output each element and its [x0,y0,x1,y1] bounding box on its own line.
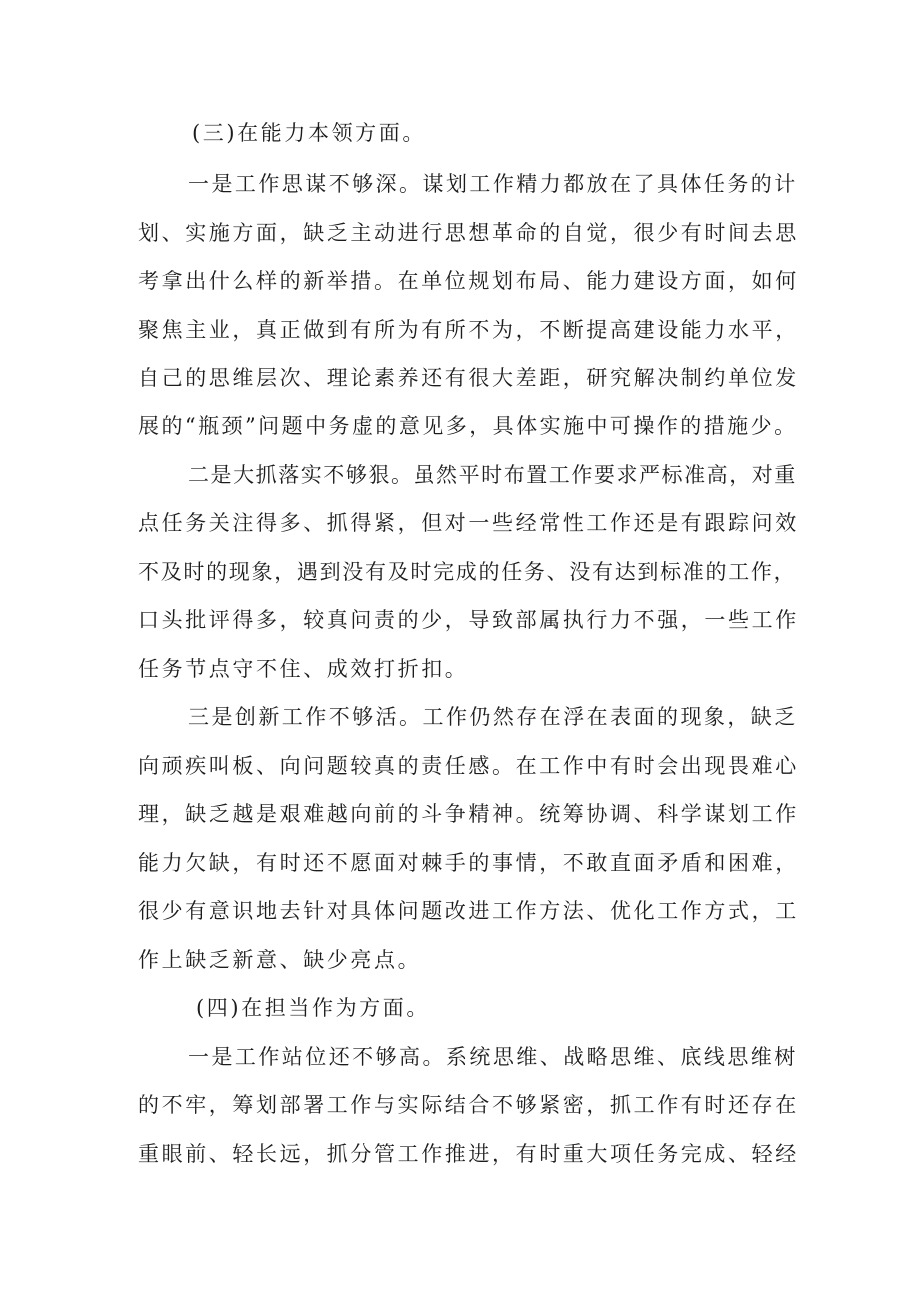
paragraph-line: 的不牢，筹划部署工作与实际结合不够紧密，抓工作有时还存在 [138,1093,799,1117]
paragraph-line: 作上缺乏新意、缺少亮点。 [138,948,422,972]
paragraph-line: 能力欠缺，有时还不愿面对棘手的事情，不敢直面矛盾和困难， [138,851,799,875]
paragraph-line: 一是工作站位还不够高。系统思维、战略思维、底线思维树 [188,1045,798,1069]
paragraph-line: 划、实施方面，缺乏主动进行思想革命的自觉，很少有时间去思 [138,221,799,245]
section-heading: (四)在担当作为方面。 [196,996,430,1020]
paragraph-line: 点任务关注得多、抓得紧，但对一些经常性工作还是有跟踪问效 [138,511,799,535]
paragraph-line: 不及时的现象，遇到没有及时完成的任务、没有达到标准的工作， [138,560,797,584]
paragraph-line: 自己的思维层次、理论素养还有很大差距，研究解决制约单位发 [138,366,799,390]
paragraph-line: 很少有意识地去针对具体问题改进工作方法、优化工作方式，工 [138,899,799,923]
paragraph-line: 一是工作思谋不够深。谋划工作精力都放在了具体任务的计 [188,172,798,196]
paragraph-line: 理，缺乏越是艰难越向前的斗争精神。统筹协调、科学谋划工作 [138,802,799,826]
paragraph-line: 三是创新工作不够活。工作仍然存在浮在表面的现象，缺乏 [188,705,798,729]
section-heading: (三)在能力本领方面。 [192,121,426,145]
paragraph-line: 二是大抓落实不够狠。虽然平时布置工作要求严标准高，对重 [188,463,797,487]
paragraph-line: 口头批评得多，较真问责的少，导致部属执行力不强，一些工作 [138,608,799,632]
paragraph-line: 展的“瓶颈”问题中务虚的意见多，具体实施中可操作的措施少。 [138,414,798,438]
paragraph-line: 重眼前、轻长远，抓分管工作推进，有时重大项任务完成、轻经 [138,1142,799,1166]
paragraph-line: 聚焦主业，真正做到有所为有所不为，不断提高建设能力水平， [138,318,799,342]
paragraph-line: 任务节点守不住、成效打折扣。 [138,657,469,681]
paragraph-line: 考拿出什么样的新举措。在单位规划布局、能力建设方面，如何 [138,269,799,293]
paragraph-line: 向顽疾叫板、向问题较真的责任感。在工作中有时会出现畏难心 [138,754,799,778]
